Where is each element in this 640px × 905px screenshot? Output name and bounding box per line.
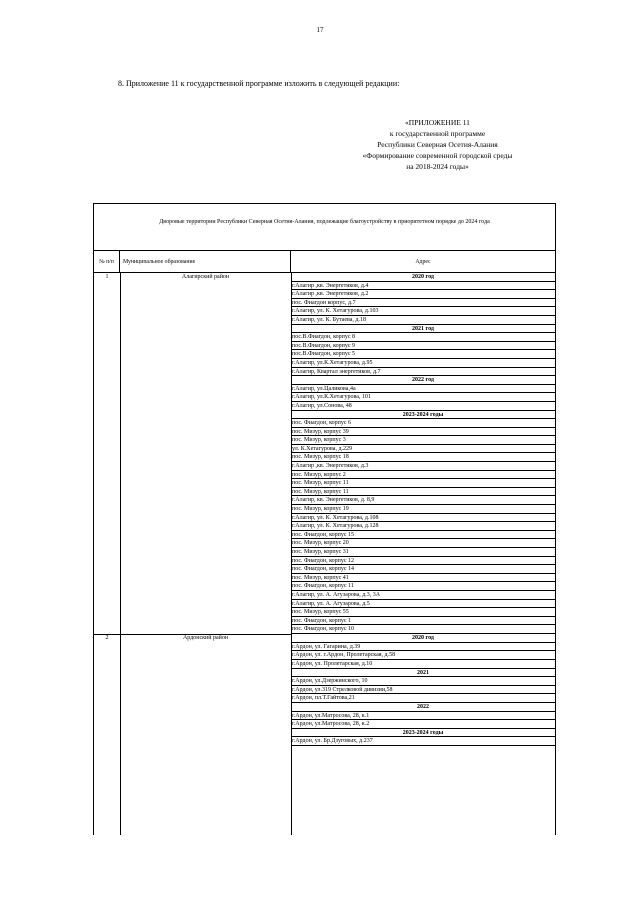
address-row: г.Алагир, Квартал энергетиков, д.7 [291, 368, 555, 377]
address-row: г.Ардон, ул.Матросова, 28, к.1 [291, 712, 555, 721]
address-row: пос. Фиагдон, корпус 1 [291, 617, 555, 626]
address-row: г.Алагир, ул.Сонова, 48 [291, 402, 555, 411]
address-row: г.Алагир ,кв. Энергетиков, д.2 [291, 290, 555, 299]
appendix-line: к государственной программе [389, 129, 486, 138]
appendix-line: «ПРИЛОЖЕНИЕ 11 [405, 118, 470, 127]
address-row: пос. Фиагдон, корпус 6 [291, 419, 555, 428]
address-row: пос.В.Фиагдон, корпус 9 [291, 342, 555, 351]
address-list [291, 634, 555, 746]
column-divider [120, 273, 121, 835]
address-row: г.Алагир, ул.Цаликова,4а [291, 385, 555, 394]
address-row: пос. Фиагдон, корпус 12 [291, 557, 555, 566]
address-row: г.Алагир ,кв. Энергетиков, д.3 [291, 462, 555, 471]
address-row: ул. К.Хетагурова, д.229 [291, 445, 555, 454]
year-heading: 2022 [291, 703, 555, 712]
address-row: пос. Фиагдон, корпус 11 [291, 582, 555, 591]
address-row: пос. Мизур, корпус 39 [291, 428, 555, 437]
address-row: г.Алагир, ул. К. Хетагурова, д.108 [291, 514, 555, 523]
address-row: пос. Мизур, корпус 2 [291, 471, 555, 480]
address-row: г.Ардон, ул.319 Стрелковой дивизии,58 [291, 686, 555, 695]
address-row: пос. Мизур, корпус 3 [291, 436, 555, 445]
address-row: г.Ардон, ул. Гагарина, д.39 [291, 643, 555, 652]
address-row: пос. Мизур, корпус 11 [291, 488, 555, 497]
appendix-line: Республики Северная Осетия-Алания [377, 140, 498, 149]
year-heading: 2023-2024 годы [291, 729, 555, 738]
year-heading: 2023-2024 годы [291, 411, 555, 420]
year-heading: 2020 год [291, 634, 555, 643]
address-row: пос. Мизур, корпус 55 [291, 608, 555, 617]
address-row: пос. Мизур, корпус 11 [291, 479, 555, 488]
address-row: пос. Фиагдон, корпус 15 [291, 531, 555, 540]
address-row: пос. Фиагдон, корпус 14 [291, 565, 555, 574]
address-row: г.Алагир, ул. А. Агузарова, д.3, 3А [291, 591, 555, 600]
address-row: пос. Фиагдон корпус, д.7 [291, 299, 555, 308]
address-table [93, 203, 556, 835]
address-row: г.Алагир, ул.К.Хетагурова, 101 [291, 393, 555, 402]
address-row: г.Ардон, ул. Пролетарская, д.10 [291, 660, 555, 669]
page-number: 17 [316, 26, 324, 34]
header-municipality: Муниципальное образование [120, 251, 291, 273]
appendix-line: на 2018-2024 годы» [406, 162, 469, 171]
address-row: пос.В.Фиагдон, корпус 5 [291, 350, 555, 359]
address-row: г.Алагир, кв. Энергетиков, д. 8,9 [291, 496, 555, 505]
address-row: г.Алагир, ул. К. Хетагурова, д.103 [291, 307, 555, 316]
table-caption: Дворовые территории Республики Северная Осетия-Алания, подлежащие благоустройству в приоритетном порядке до 2024 года [94, 204, 555, 251]
address-row: г.Ардон, ул. Бр.Дзуговых, д.237 [291, 737, 555, 746]
row-number: 2 [105, 635, 109, 642]
address-row: пос. Мизур, корпус 41 [291, 574, 555, 583]
address-row: г.Алагир, ул. К. Хетагурова, д.128 [291, 522, 555, 531]
address-row: пос. Мизур, корпус 20 [291, 539, 555, 548]
address-row: пос. Фиагдон, корпус 10 [291, 625, 555, 634]
address-row: г.Алагир, ул. А. Агузарова, д.5 [291, 600, 555, 609]
address-row: г.Алагир, ул.К.Хетагурова, д.95 [291, 359, 555, 368]
address-row: пос. Мизур, корпус 19 [291, 505, 555, 514]
year-heading: 2022 год [291, 376, 555, 385]
address-list [291, 273, 555, 634]
address-row: г.Ардон, ул.Дзержинского, 10 [291, 677, 555, 686]
municipality-name: Алагирский район [181, 274, 230, 280]
appendix-header [330, 117, 545, 172]
address-row: пос. Мизур, корпус 18 [291, 453, 555, 462]
year-heading: 2021 [291, 669, 555, 678]
year-heading: 2020 год [291, 273, 555, 282]
address-row: пос. Мизур, корпус 31 [291, 548, 555, 557]
year-heading: 2021 год [291, 325, 555, 334]
appendix-line: «Формирование современной городской среды [362, 151, 513, 160]
row-number: 1 [105, 274, 109, 280]
address-row: г.Алагир ,кв. Энергетиков, д.4 [291, 282, 555, 291]
address-row: г.Алагир, ул. К. Бутаева, д.18 [291, 316, 555, 325]
address-row: г.Ардон, пл.Т.Гайтова,21 [291, 694, 555, 703]
header-num: № п/п [94, 251, 120, 273]
municipality-name: Ардонский район [182, 635, 229, 642]
address-row: пос.В.Фиагдон, корпус 8 [291, 333, 555, 342]
address-row: г.Ардон, ул.Матросова, 28, к.2 [291, 720, 555, 729]
intro-line: 8. Приложение 11 к государственной программе изложить в следующей редакции: [118, 79, 400, 88]
header-address: Адрес [291, 251, 555, 273]
address-row: г.Ардон, ул. г.Ардон, Пролетарская, д.58 [291, 651, 555, 660]
